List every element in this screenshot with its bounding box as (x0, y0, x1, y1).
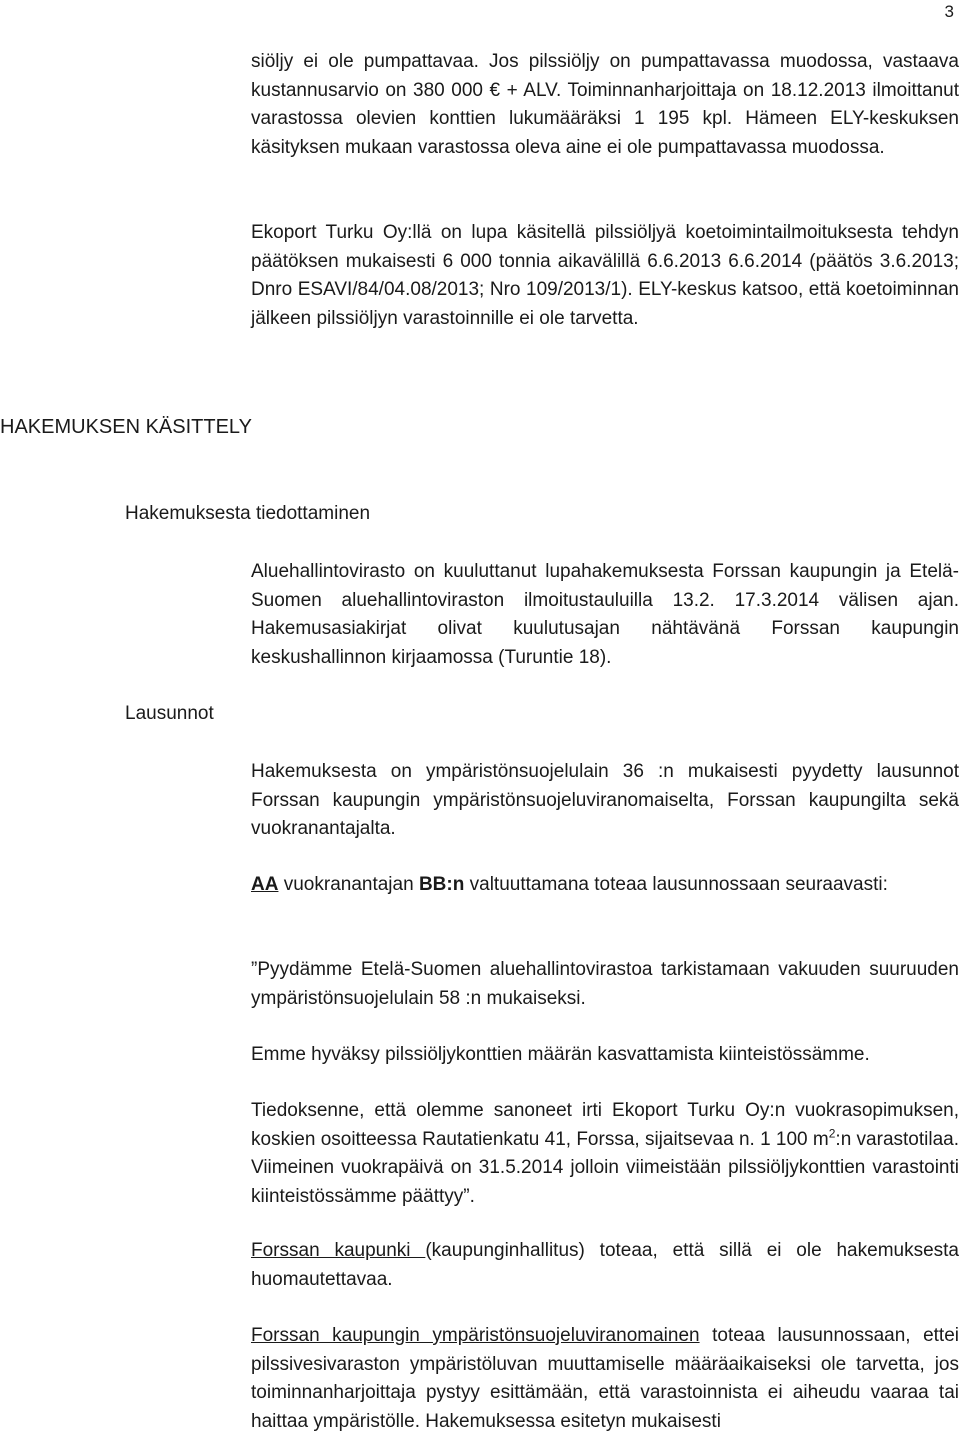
paragraph-announcement: Aluehallintovirasto on kuuluttanut lupahakemuksesta Forssan kaupungin ja Etelä-Suomen aluehallintoviraston ilmoitustauluilla 13.2. 17.3.2014 välisen ajan. Hakemusasiakirjat olivat kuulutusajan nähtävänä Forssan kaupungin keskushallinnon kirjaamossa (Turuntie 18). (251, 561, 959, 668)
quote-no-increase: Emme hyväksy pilssiöljykonttien määrän kasvattamista kiinteistössämme. (251, 1044, 870, 1065)
quote-collateral: ”Pyydämme Etelä-Suomen aluehallintovirastoa tarkistamaan vakuuden suuruuden ympäristönsuojelulain 58 :n mukaiseksi. (251, 959, 959, 1009)
party-aa: AA (251, 874, 279, 895)
quote-lease-termination: Tiedoksenne, että olemme sanoneet irti Ekoport Turku Oy:n vuokrasopimuksen, koskien osoitteessa Rautatienkatu 41, Forssa, sijaitsevaa n. 1 100 $m^2:n$ varastotilaa. Viimeinen vuokrapäivä on 31.5.2014 jolloin viimeistään pilssiöljykonttien varastointi kiinteistössämme päättyy”. (251, 1100, 959, 1207)
paragraph-city-statement: Forssan kaupunki (kaupunginhallitus) toteaa, että sillä ei ole hakemuksesta huomautettavaa. (251, 1240, 959, 1290)
paragraph-statements-requested: Hakemuksesta on ympäristönsuojelulain 36 :n mukaisesti pyydetty lausunnot Forssan kaupungin ympäristönsuojeluviranomaiselta, Forssan kaupungilta sekä vuokranantajalta. (251, 761, 959, 839)
party-forssa-city: Forssan kaupunki (251, 1240, 426, 1261)
party-environment-authority: Forssan kaupungin ympäristönsuojeluviranomainen (251, 1325, 700, 1346)
subheading-notification: Hakemuksesta tiedottaminen (125, 503, 371, 524)
page-number: 3 (944, 2, 954, 21)
paragraph-cost-estimate: siöljy ei ole pumpattavaa. Jos pilssiöljy on pumpattavassa muodossa, vastaava kustannusarvio on 380 000 € + ALV. Toiminnanharjoittaja on 18.12.2013 ilmoittanut varastossa olevien konttien lukumääräksi 1 195 kpl. Hämeen ELY-keskuksen käsityksen mukaan varastossa oleva aine ei ole pumpattavassa muodossa. (251, 51, 959, 158)
party-bb: BB:n (418, 874, 465, 895)
subheading-statements: Lausunnot (125, 703, 214, 724)
paragraph-landlord-statement: AA vuokranantajan BB:n valtuuttamana toteaa lausunnossaan seuraavasti: (251, 874, 888, 895)
section-heading: HAKEMUKSEN KÄSITTELY (0, 416, 252, 438)
paragraph-trial-permit: Ekoport Turku Oy:llä on lupa käsitellä pilssiöljyä koetoimintailmoituksesta tehdyn päätöksen mukaisesti 6 000 tonnia aikavälillä 6.6.2013 6.6.2014 (päätös 3.6.2013; Dnro ESAVI/84/04.08/2013; Nro 109/2013/1). ELY-keskus katsoo, että koetoiminnan jälkeen pilssiöljyn varastoinnille ei ole tarvetta. (251, 222, 959, 329)
paragraph-environment-authority: Forssan kaupungin ympäristönsuojeluviranomainen toteaa lausunnossaan, ettei pilssivesivaraston ympäristöluvan muuttamiselle määräaikaiseksi ole tarvetta, jos toiminnanharjoittaja pystyy esittämään, että varastoinnista ei aiheudu vaaraa tai haittaa ympäristölle. Hakemuksessa esitetyn mukaisesti (251, 1325, 959, 1432)
